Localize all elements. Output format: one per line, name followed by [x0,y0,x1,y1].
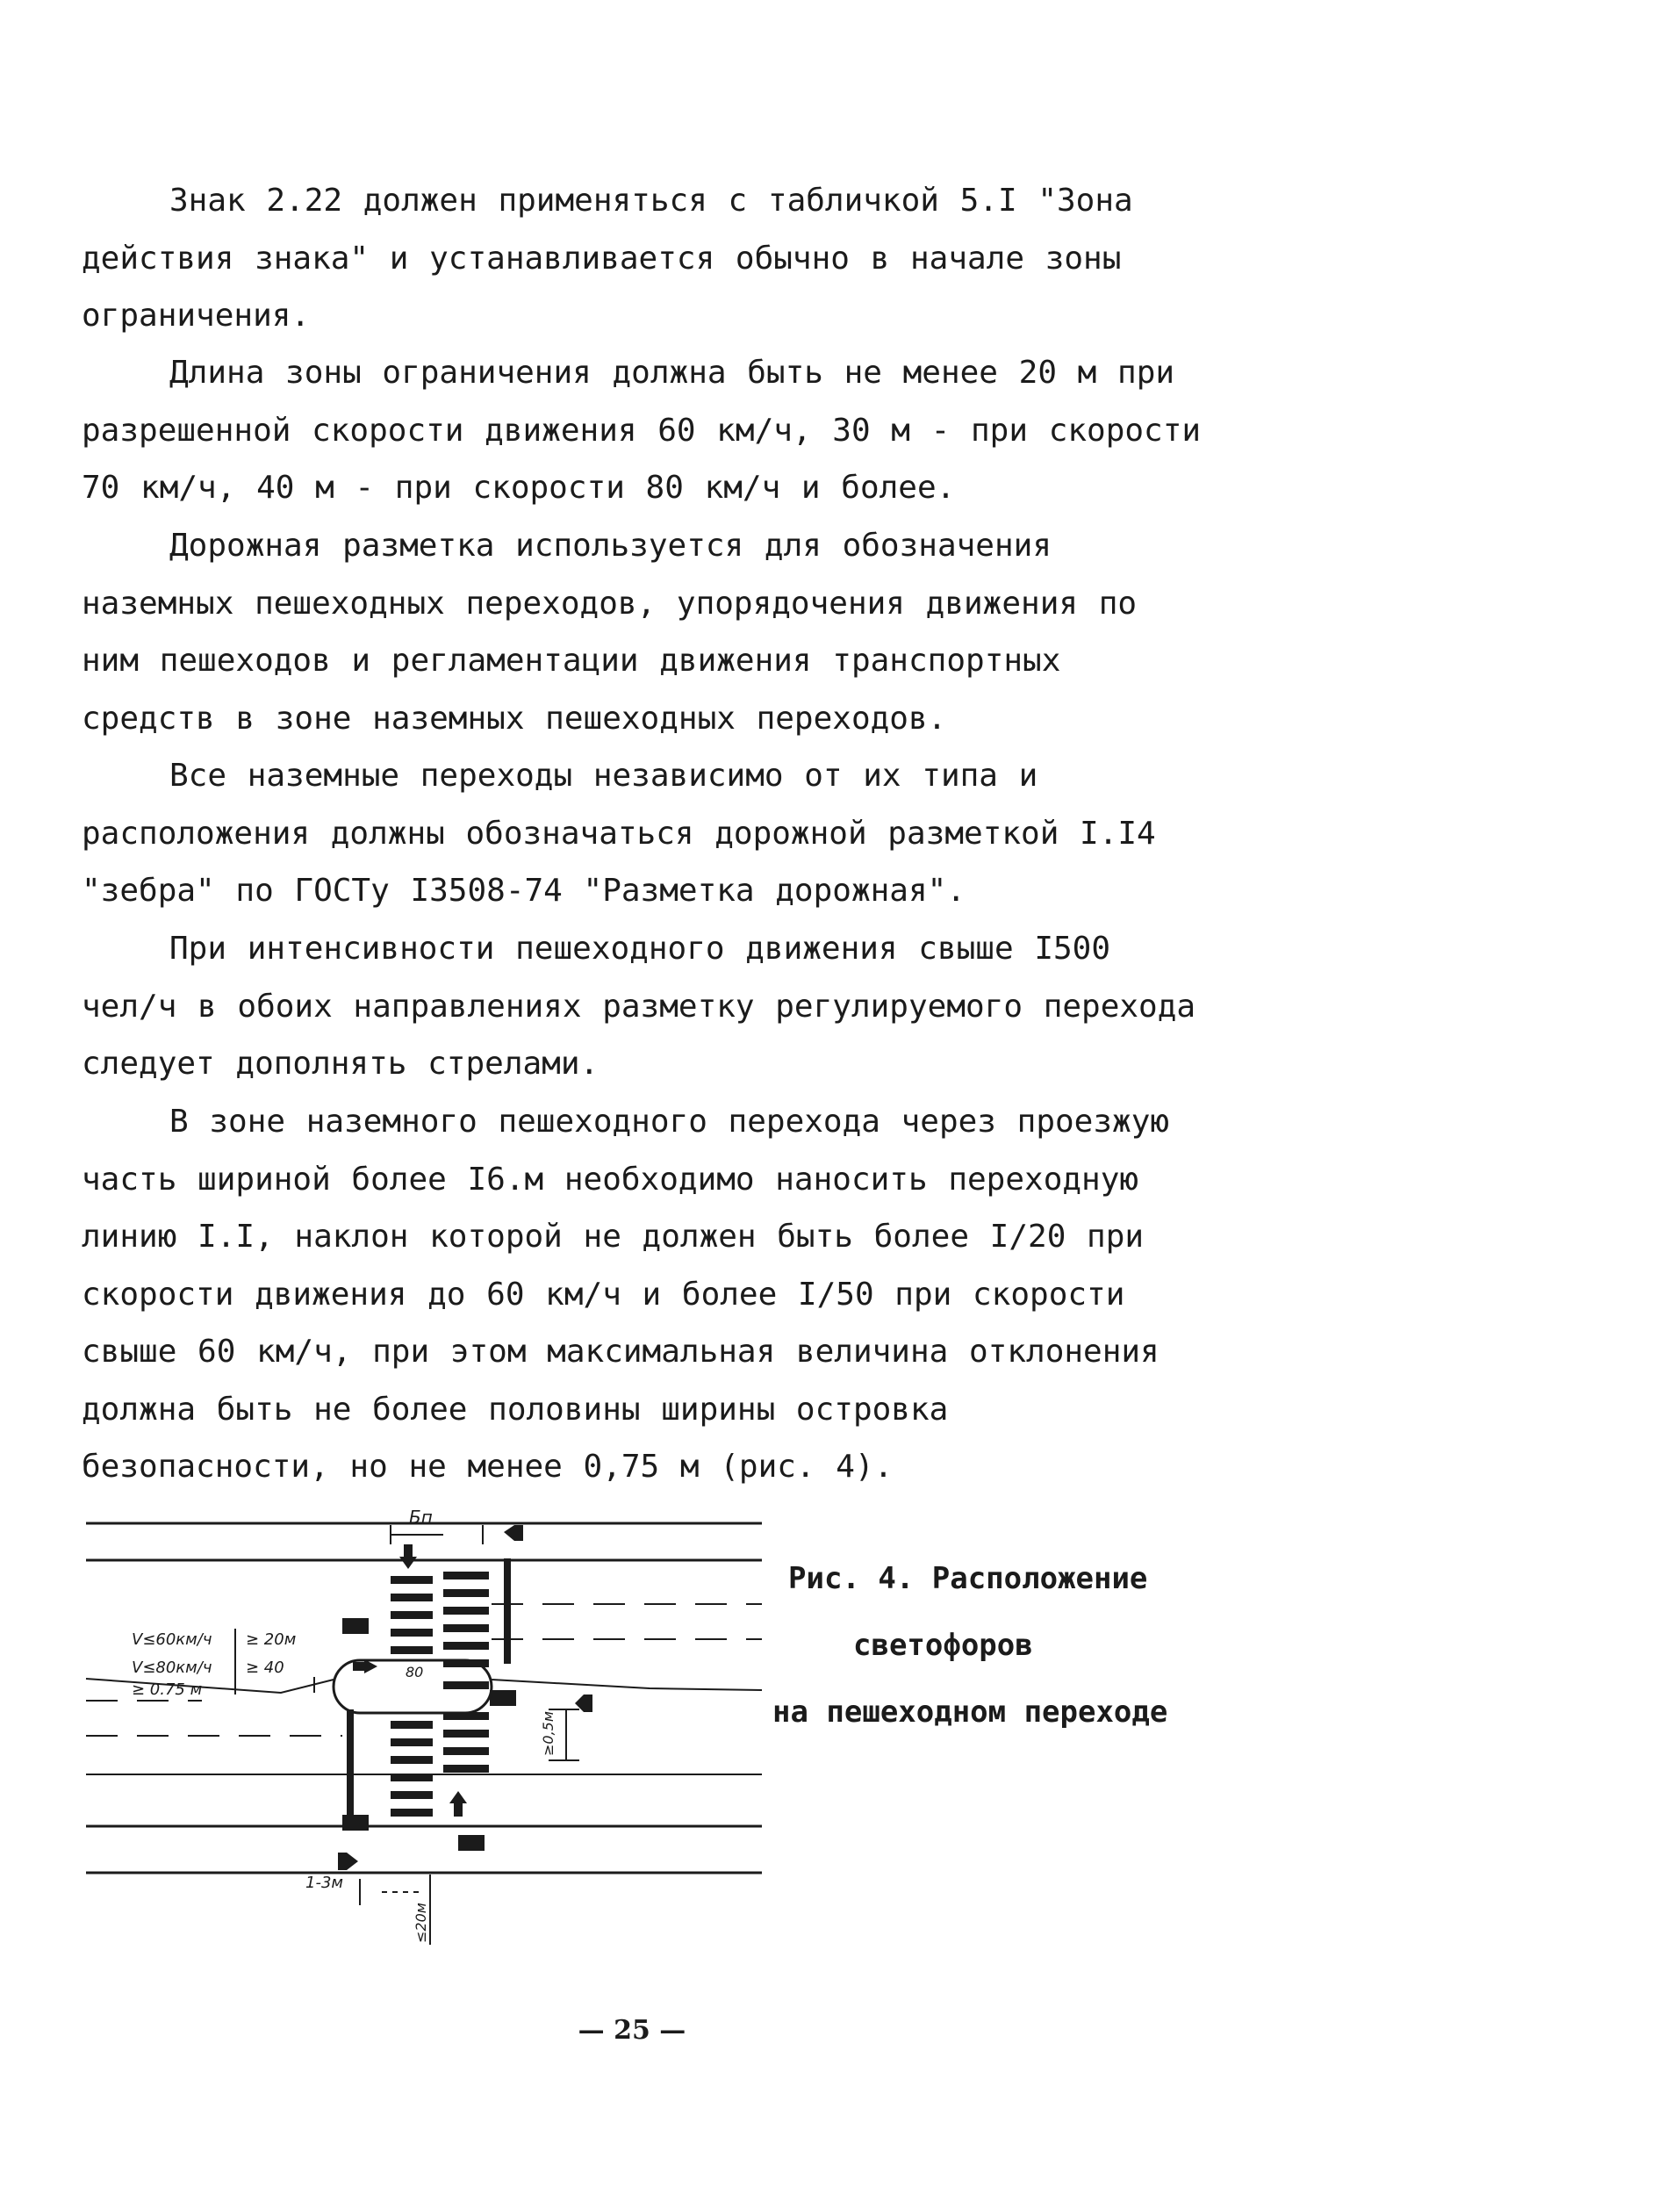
label-v-60: V≤60км/ч [132,1630,212,1649]
dimension-lines [235,1525,579,1945]
caption-line-title: Рис. 4. Расположение [788,1561,1148,1596]
label-le-20m: ≤20м [413,1903,429,1943]
paragraph-sign-2-22: Знак 2.22 должен применяться с табличкой 5.I "Зона действия знака" и устанавливается обычно в начале зоны ограничения. [82,183,1133,334]
page-number: — 25 — [578,2015,686,2046]
paragraph-pedestrian-intensity: При интенсивности пешеходного движения свыше I500 чел/ч в обоих направлениях разметку регулируемого перехода следует дополнять стрелами. [82,931,1196,1082]
label-ge-05m: ≥0,5м [540,1711,556,1756]
paragraph-road-marking: Дорожная разметка используется для обозначения наземных пешеходных переходов, упорядочения движения по ним пешеходов и регламентации движения транспортных средств в зоне наземных пешеходных переходов. [82,528,1138,737]
figure-caption [772,1545,1185,1745]
label-ge-075: ≥ 0.75 м [132,1680,203,1699]
label-ge-40: ≥ 40 [246,1659,284,1677]
paragraph-transition-line: В зоне наземного пешеходного перехода через проезжую часть шириной более I6.м необходимо наносить переходную линию I.I, наклон которой не должен быть более I/20 при скорости движения до 60 км/ч и более I/50 при скорости свыше 60 км/ч, при этом максимальная величина отклонения должна быть не более половины ширины островка безопасности, но не менее 0,75 м (рис. 4). [82,1104,1170,1485]
caption-line-location: на пешеходном переходе [772,1695,1168,1730]
label-ge-20m: ≥ 20м [246,1630,297,1649]
paragraph-zebra-marking: Все наземные переходы независимо от их типа и расположения должны обозначаться дорожной разметкой I.I4 "зебра" по ГОСТу I3508-74 "Разметка дорожная". [82,758,1156,909]
crossing-diagram [79,1506,772,1962]
caption-line-subject: светофоров [853,1628,1033,1663]
label-dim-80: 80 [406,1664,424,1680]
label-bp: Бп [409,1507,433,1528]
label-v-80: V≤80км/ч [132,1659,212,1677]
paragraph-zone-length: Длина зоны ограничения должна быть не менее 20 м при разрешенной скорости движения 60 км/ч, 30 м - при скорости 70 км/ч, 40 м - при скорости 80 км/ч и более. [82,355,1202,506]
label-1-3m: 1-3м [305,1874,343,1892]
